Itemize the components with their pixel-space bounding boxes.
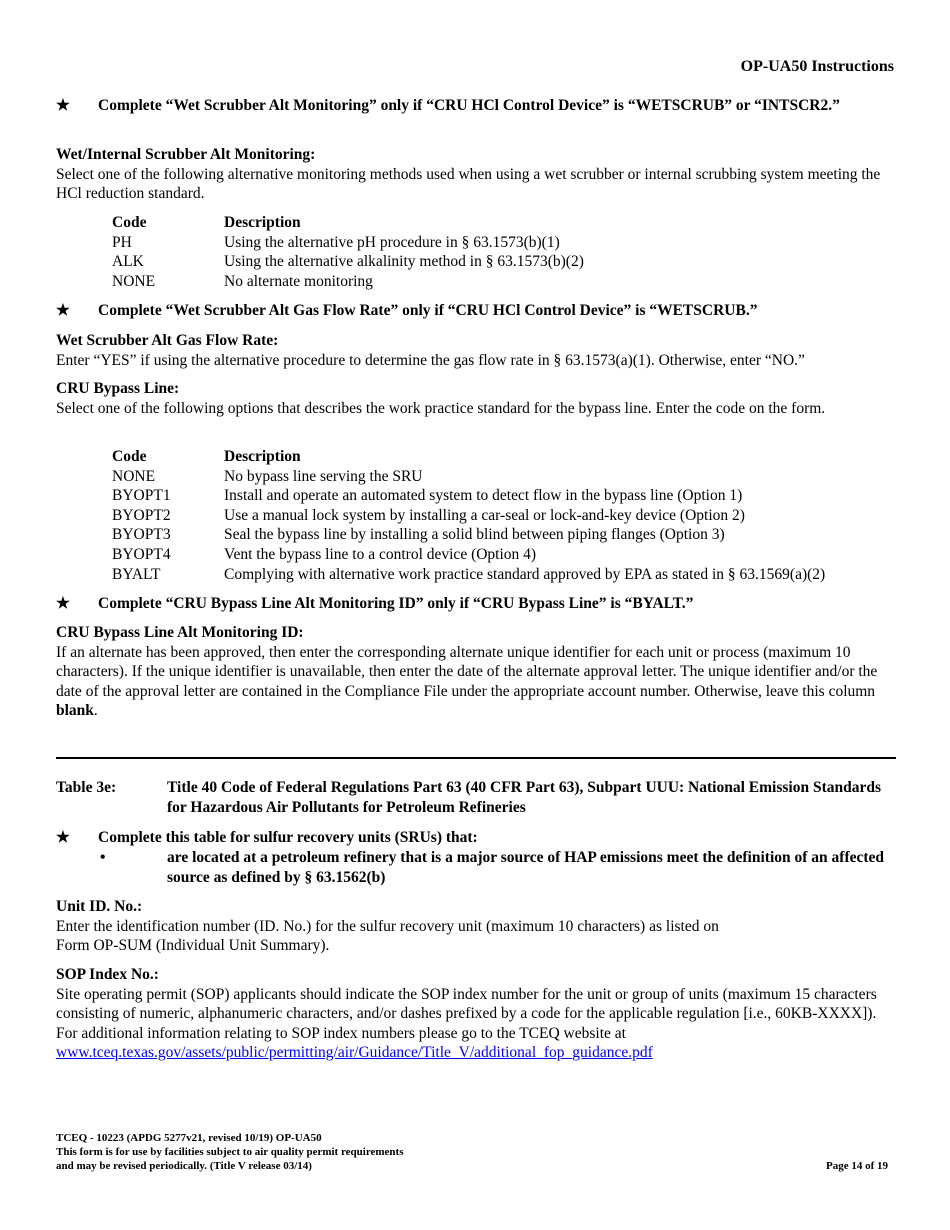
table-row bbox=[112, 467, 825, 487]
bypass-code-table bbox=[112, 447, 825, 584]
bullet-wet-scrubber-note: Complete “Wet Scrubber Alt Monitoring” only if “CRU HCl Control Device” is “WETSCRUB” or “INTSCR2.” bbox=[98, 97, 840, 114]
description-cell: Complying with alternative work practice standard approved by EPA as stated in § 63.1569(a)(2) bbox=[224, 565, 826, 583]
bullet-table-scope: Complete this table for sulfur recovery units (SRUs) that: bbox=[98, 829, 478, 846]
description-cell: No alternate monitoring bbox=[224, 272, 373, 290]
description-cell: No bypass line serving the SRU bbox=[224, 467, 423, 485]
gas-flow-section bbox=[56, 331, 896, 370]
table-label: Table 3e: bbox=[56, 779, 117, 796]
table-row bbox=[112, 506, 825, 526]
section-heading: Wet/Internal Scrubber Alt Monitoring: bbox=[56, 146, 316, 163]
bullet-sub-criteria: are located at a petroleum refinery that is a major source of HAP emissions meet the definition of an affected source as defined by § 63.1562(b) bbox=[167, 849, 885, 886]
code-cell: BYALT bbox=[112, 565, 161, 583]
code-cell: BYOPT4 bbox=[112, 545, 171, 563]
code-cell: BYOPT2 bbox=[112, 506, 171, 524]
unit-id-section bbox=[56, 897, 896, 956]
code-column-header: Code bbox=[112, 214, 147, 231]
paragraph-text: Site operating permit (SOP) applicants should indicate the SOP index number for the unit or group of units (maximum 15 characters consisting of numeric, alphanumeric characters, and/or dashes prefixed by a code for the applicable regulation [i.e., 60KB-XXXX]). For additional information relating to SOP index numbers please go to the TCEQ website at bbox=[56, 985, 877, 1042]
header-title: OP-UA50 Instructions bbox=[740, 58, 894, 75]
star-icon: ★ bbox=[56, 829, 70, 846]
section-line: Enter the identification number (ID. No.) for the sulfur recovery unit (maximum 10 characters) as listed on bbox=[56, 917, 719, 935]
star-icon: ★ bbox=[56, 97, 70, 114]
paragraph-end: . bbox=[93, 702, 98, 719]
description-cell: Vent the bypass line to a control device (Option 4) bbox=[224, 545, 537, 563]
star-icon: ★ bbox=[56, 595, 70, 612]
description-cell: Install and operate an automated system to detect flow in the bypass line (Option 1) bbox=[224, 487, 743, 505]
bypass-line-section bbox=[56, 379, 896, 418]
wet-internal-code-table bbox=[112, 213, 584, 291]
section-heading: Unit ID. No.: bbox=[56, 898, 143, 915]
section-paragraph: Enter “YES” if using the alternative procedure to determine the gas flow rate in § 63.1573(a)(1). Otherwise, enter “NO.” bbox=[56, 351, 805, 369]
paragraph-text: If an alternate has been approved, then enter the corresponding alternate unique identifier for each unit or process (maximum 10 characters). If the unique identifier is unavailable, then enter the date of the alternate approval letter. The unique identifier and/or the date of the approval letter are contained in the Compliance File under the appropriate account number. Otherwise, leave this column bbox=[56, 643, 878, 700]
table-header-row bbox=[112, 447, 825, 467]
section-heading: CRU Bypass Line: bbox=[56, 380, 180, 397]
footer-line: and may be revised periodically. (Title V release 03/14) bbox=[56, 1160, 312, 1172]
table-row bbox=[112, 272, 584, 292]
section-divider bbox=[56, 757, 896, 759]
document-page bbox=[56, 0, 896, 1230]
code-cell: NONE bbox=[112, 467, 156, 485]
sop-index-section bbox=[56, 965, 896, 1063]
footer bbox=[56, 1131, 404, 1173]
code-cell: PH bbox=[112, 233, 132, 251]
section-heading: CRU Bypass Line Alt Monitoring ID: bbox=[56, 624, 304, 641]
code-cell: BYOPT3 bbox=[112, 526, 171, 544]
description-cell: Using the alternative alkalinity method in § 63.1573(b)(2) bbox=[224, 253, 584, 271]
footer-line: TCEQ - 10223 (APDG 5277v21, revised 10/19) OP-UA50 bbox=[56, 1132, 322, 1144]
code-cell: NONE bbox=[112, 272, 156, 290]
bypass-alt-section bbox=[56, 623, 896, 721]
section-paragraph bbox=[56, 985, 896, 1063]
section-paragraph: Select one of the following options that describes the work practice standard for the bypass line. Enter the code on the form. bbox=[56, 399, 826, 417]
table-row bbox=[112, 545, 825, 565]
section-heading: Wet Scrubber Alt Gas Flow Rate: bbox=[56, 332, 279, 349]
code-cell: BYOPT1 bbox=[112, 487, 171, 505]
bullet-bypass-alt-note: Complete “CRU Bypass Line Alt Monitoring ID” only if “CRU Bypass Line” is “BYALT.” bbox=[98, 595, 694, 612]
star-icon: ★ bbox=[56, 302, 70, 319]
code-column-header: Code bbox=[112, 448, 147, 465]
description-column-header: Description bbox=[224, 214, 301, 231]
description-column-header: Description bbox=[224, 448, 301, 465]
table-row bbox=[112, 233, 584, 253]
section-paragraph: Select one of the following alternative monitoring methods used when using a wet scrubber or internal scrubbing system meeting the HCl reduction standard. bbox=[56, 165, 881, 202]
bullet-dot-icon: • bbox=[100, 849, 106, 866]
bullet-gas-flow-note: Complete “Wet Scrubber Alt Gas Flow Rate” only if “CRU HCl Control Device” is “WETSCRUB.” bbox=[98, 302, 758, 319]
description-cell: Seal the bypass line by installing a solid blind between piping flanges (Option 3) bbox=[224, 526, 725, 544]
guidance-link[interactable]: www.tceq.texas.gov/assets/public/permitting/air/Guidance/Title_V/additional_fop_guidance.pdf bbox=[56, 1044, 653, 1061]
table-header-row bbox=[112, 213, 584, 233]
section-heading: SOP Index No.: bbox=[56, 966, 159, 983]
table-row bbox=[112, 525, 825, 545]
paragraph-bold-text: blank bbox=[56, 702, 94, 719]
description-cell: Using the alternative pH procedure in § 63.1573(b)(1) bbox=[224, 233, 560, 251]
wet-internal-section bbox=[56, 145, 896, 204]
table-row bbox=[112, 486, 825, 506]
table-row bbox=[112, 565, 825, 585]
table-title: Title 40 Code of Federal Regulations Part 63 (40 CFR Part 63), Subpart UUU: National Emission Standards for Hazardous Air Pollutants for Petroleum Refineries bbox=[167, 779, 881, 816]
table-row bbox=[112, 252, 584, 272]
page-number: Page 14 of 19 bbox=[825, 1160, 888, 1172]
section-line: Form OP-SUM (Individual Unit Summary). bbox=[56, 937, 330, 954]
code-cell: ALK bbox=[112, 253, 144, 271]
footer-line: This form is for use by facilities subject to air quality permit requirements bbox=[56, 1146, 404, 1158]
section-paragraph bbox=[56, 643, 896, 721]
description-cell: Use a manual lock system by installing a car-seal or lock-and-key device (Option 2) bbox=[224, 506, 745, 524]
